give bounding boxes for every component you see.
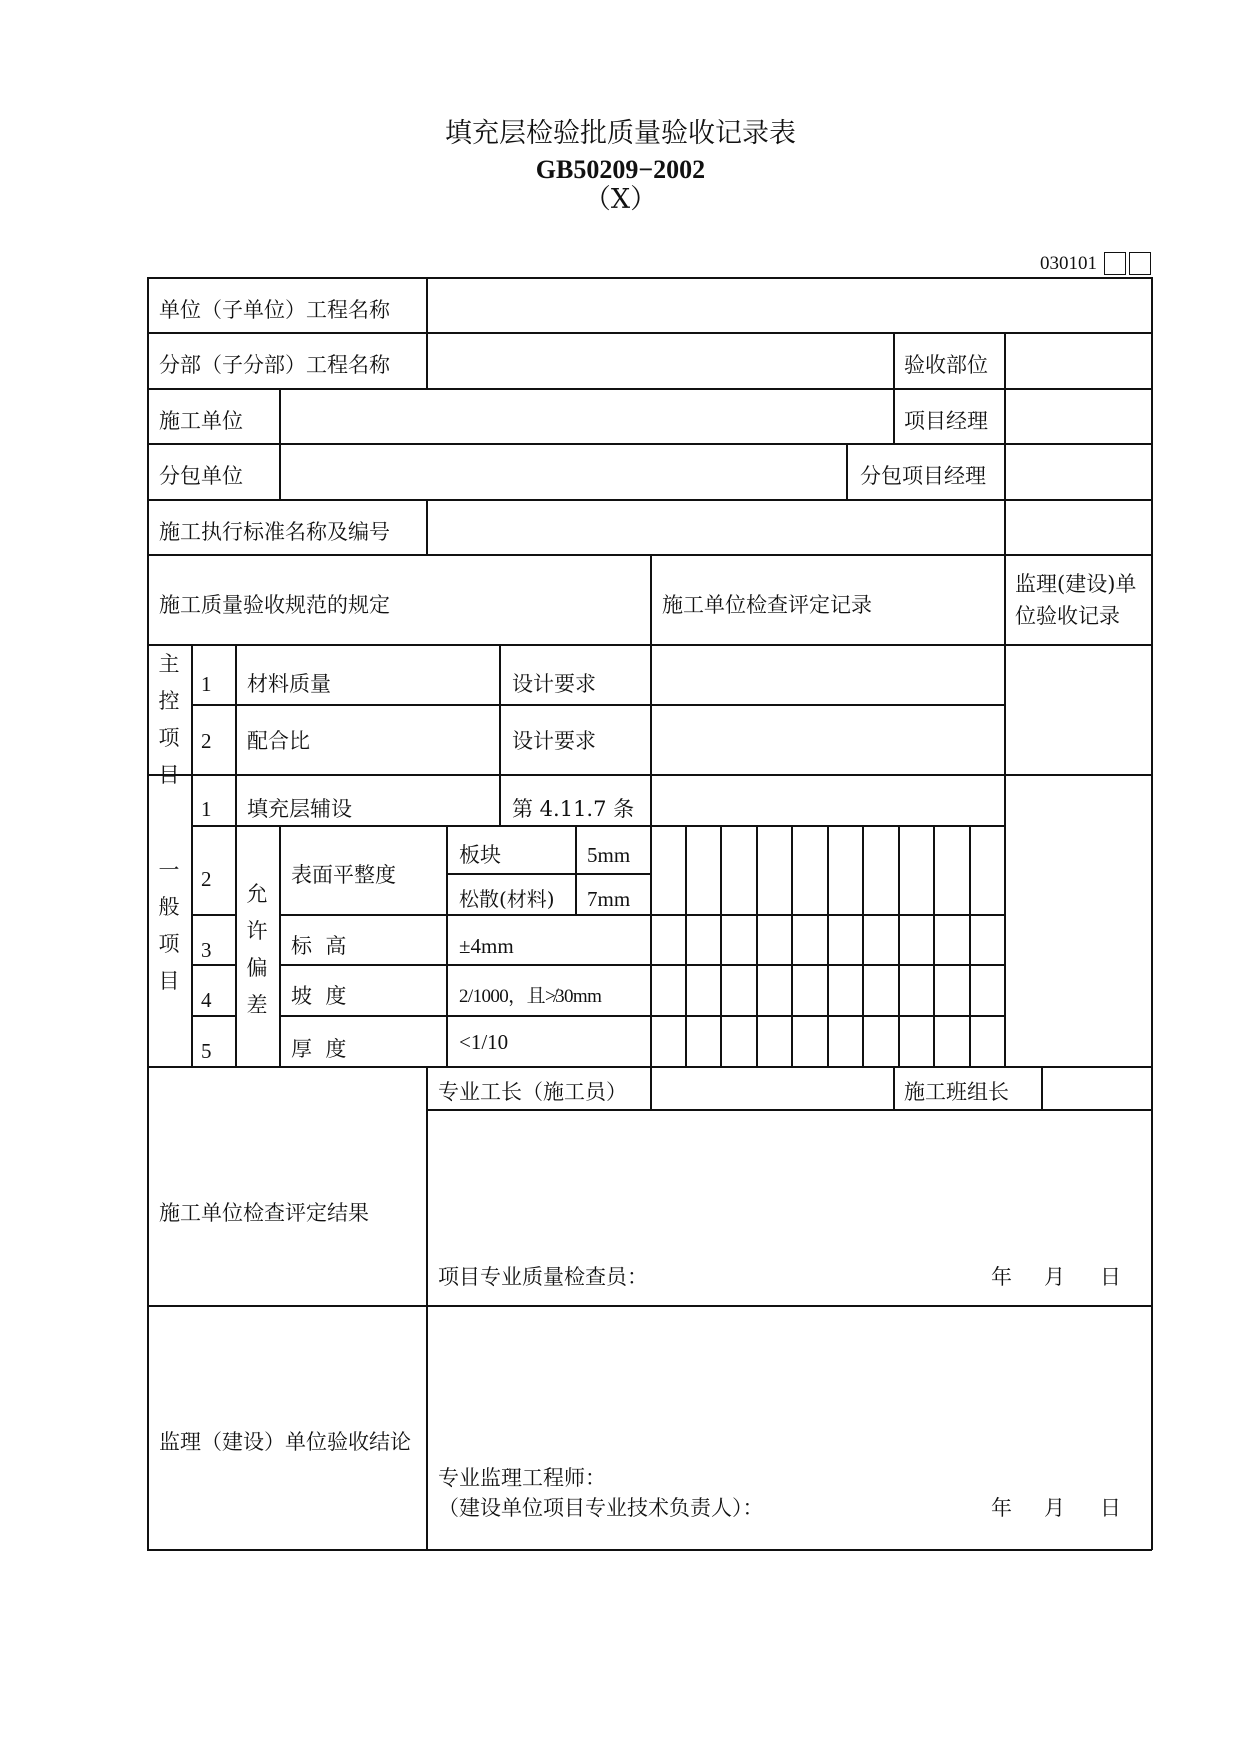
general-item-2-val1: 5mm — [587, 843, 631, 867]
supervision-conclusion-label: 监理（建设）单位验收结论 — [159, 1430, 411, 1454]
general-item-1-name: 填充层辅设 — [247, 797, 352, 821]
sub-project-manager-label: 分包项目经理 — [860, 464, 986, 488]
form-number: 030101 — [1040, 253, 1097, 274]
general-item-2-sub2: 松散(材料) — [459, 887, 555, 911]
general-item-2-name: 表面平整度 — [291, 863, 396, 887]
subcontractor-label: 分包单位 — [159, 464, 243, 488]
check-date-year: 年 — [991, 1265, 1012, 1289]
conclusion-date-day: 日 — [1100, 1496, 1121, 1520]
main-item-1-number: 1 — [201, 672, 212, 696]
main-item-1-requirement: 设计要求 — [512, 672, 596, 696]
sub-project-label: 分部（子分部）工程名称 — [159, 353, 390, 377]
spec-column-header: 施工质量验收规范的规定 — [159, 593, 390, 617]
general-item-1-number: 1 — [201, 797, 212, 821]
conclusion-date-year: 年 — [991, 1496, 1012, 1520]
form-title: 填充层检验批质量验收记录表 — [445, 118, 796, 149]
general-item-4-value: 2/1000，且≯30mm — [459, 986, 602, 1007]
check-record-column-header: 施工单位检查评定记录 — [662, 593, 872, 617]
tolerance-group-label: 允 许 偏 差 — [246, 882, 268, 1017]
main-control-group-label: 主 控 项 目 — [158, 652, 180, 787]
main-item-2-requirement: 设计要求 — [512, 729, 596, 753]
check-date-day: 日 — [1100, 1265, 1121, 1289]
project-manager-label: 项目经理 — [904, 409, 988, 433]
check-result-label: 施工单位检查评定结果 — [159, 1201, 369, 1225]
team-leader-label: 施工班组长 — [904, 1080, 1009, 1104]
general-item-5-number: 5 — [201, 1039, 212, 1063]
general-group-label: 一 般 项 目 — [158, 858, 180, 993]
general-item-3-name: 标 高 — [291, 934, 347, 958]
conclusion-date-month: 月 — [1044, 1496, 1065, 1520]
contractor-label: 施工单位 — [159, 409, 243, 433]
main-item-2-number: 2 — [201, 729, 212, 753]
supervision-column-header-line1: 监理(建设)单 — [1015, 572, 1137, 596]
general-item-1-requirement: 第 4.11.7 条 — [512, 797, 635, 821]
standard-label: 施工执行标准名称及编号 — [159, 520, 390, 544]
unit-name-label: 单位（子单位）工程名称 — [159, 298, 390, 322]
supervision-column-header-line2: 位验收记录 — [1015, 604, 1120, 628]
engineer-label: 专业监理工程师： — [438, 1466, 606, 1490]
acceptance-part-label: 验收部位 — [904, 353, 988, 377]
inspector-label: 项目专业质量检查员： — [438, 1265, 648, 1289]
standard-code: GB50209−2002 — [535, 155, 706, 184]
general-item-2-val2: 7mm — [587, 887, 631, 911]
form-number-box-2[interactable] — [1129, 252, 1151, 275]
form-number-box-1[interactable] — [1104, 252, 1126, 275]
foreman-label: 专业工长（施工员） — [438, 1080, 627, 1104]
general-item-4-name: 坡 度 — [291, 984, 347, 1008]
main-item-2-name: 配合比 — [247, 729, 310, 753]
main-item-1-name: 材料质量 — [247, 672, 331, 696]
general-item-4-number: 4 — [201, 988, 212, 1012]
general-item-3-value: ±4mm — [459, 934, 514, 958]
general-item-5-value: <1/10 — [459, 1030, 509, 1054]
general-item-2-number: 2 — [201, 867, 212, 891]
general-item-3-number: 3 — [201, 938, 212, 962]
check-date-month: 月 — [1044, 1265, 1065, 1289]
general-item-2-sub1: 板块 — [459, 843, 501, 867]
general-item-5-name: 厚 度 — [291, 1037, 347, 1061]
volume-label: （X） — [583, 184, 658, 215]
owner-rep-label: （建设单位项目专业技术负责人）： — [438, 1496, 764, 1520]
